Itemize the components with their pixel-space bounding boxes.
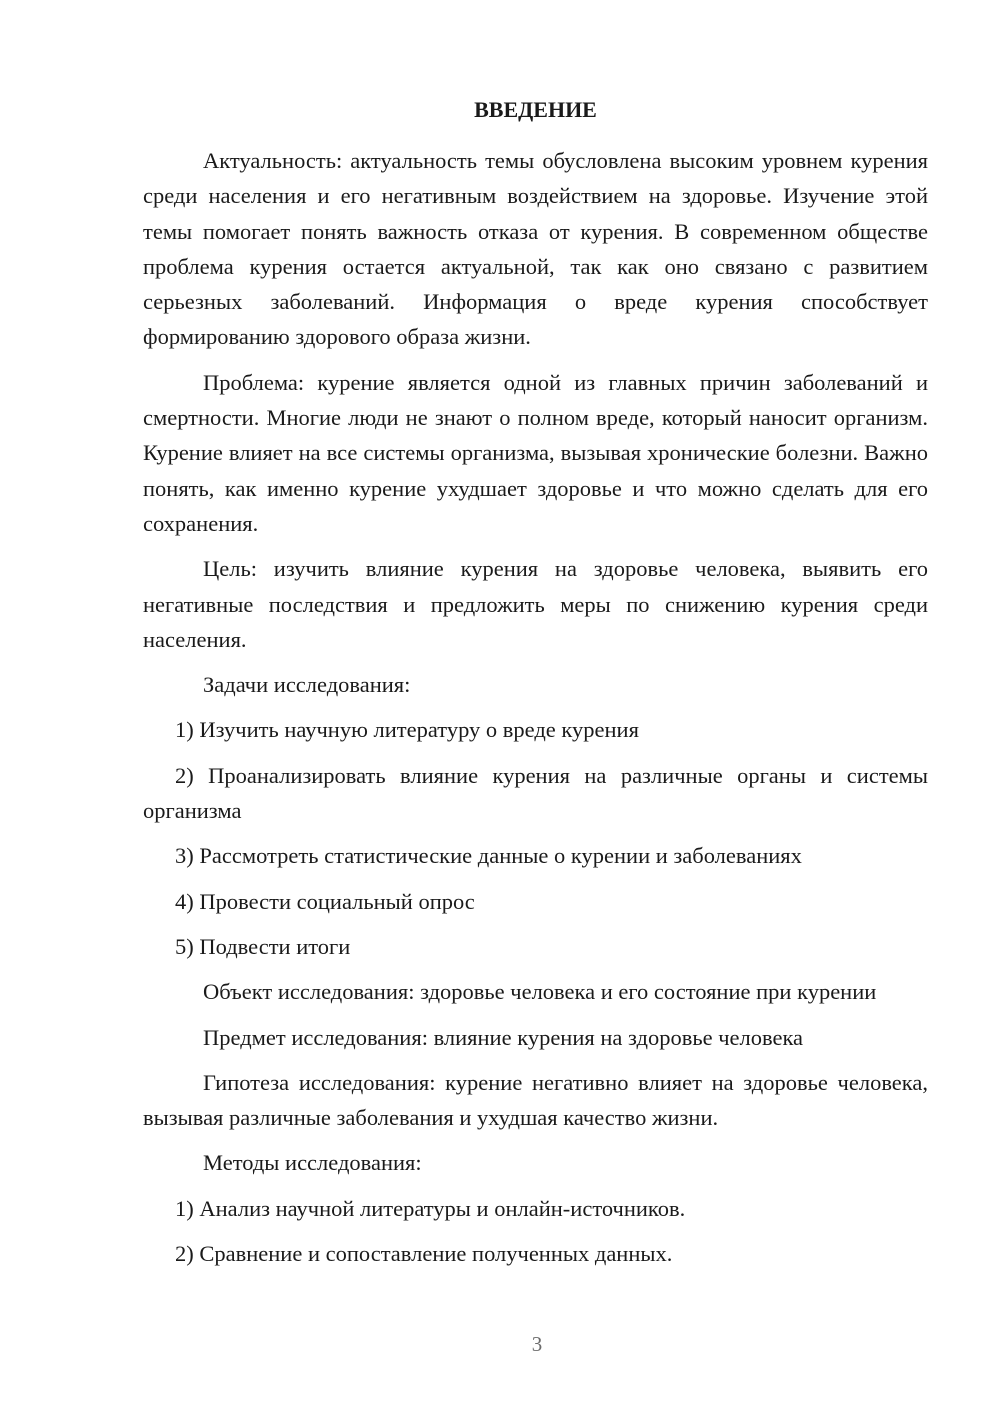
relevance-paragraph: Актуальность: актуальность темы обусловлена высоким уровнем курения среди населения и его негативным воздействием на здоровье. Изучение этой темы помогает понять важность отказа от курения. В современном обществе проблема курения остается актуальной, так как оно связано с развитием серьезных заболеваний. Информация о вреде курения способствует формированию здорового образа жизни. (143, 148, 928, 350)
problem-paragraph: Проблема: курение является одной из главных причин заболеваний и смертности. Многие люди не знают о полном вреде, который наносит организм. Курение влияет на все системы организма, вызывая хронические болезни. Важно понять, как именно курение ухудшает здоровье и что можно сделать для его сохранения. (143, 369, 928, 536)
section-title: ВВЕДЕНИЕ (474, 97, 597, 122)
page-content (143, 95, 928, 1281)
goal-paragraph: Цель: изучить влияние курения на здоровье человека, выявить его негативные последствия и предложить меры по снижению курения среди населения. (143, 556, 928, 652)
tasks-heading: Задачи исследования: (203, 672, 411, 698)
object-paragraph: Объект исследования: здоровье человека и его состояние при курении (203, 979, 877, 1005)
task-item-4: 4) Провести социальный опрос (175, 888, 475, 914)
hypothesis-paragraph: Гипотеза исследования: курение негативно влияет на здоровье человека, вызывая различные заболевания и ухудшая качество жизни. (143, 1069, 928, 1131)
page-number: 3 (531, 1332, 543, 1356)
method-item-2: 2) Сравнение и сопоставление полученных данных. (175, 1241, 673, 1267)
task-item-1: 1) Изучить научную литературу о вреде курения (175, 717, 639, 743)
method-item-1: 1) Анализ научной литературы и онлайн-источников. (175, 1195, 686, 1221)
task-item-3: 3) Рассмотреть статистические данные о курении и заболеваниях (175, 843, 802, 869)
task-item-5: 5) Подвести итоги (175, 933, 351, 959)
task-item-2: 2) Проанализировать влияние курения на различные органы и системы организма (143, 762, 928, 824)
subject-paragraph: Предмет исследования: влияние курения на здоровье человека (203, 1024, 804, 1050)
methods-heading: Методы исследования: (203, 1150, 422, 1176)
